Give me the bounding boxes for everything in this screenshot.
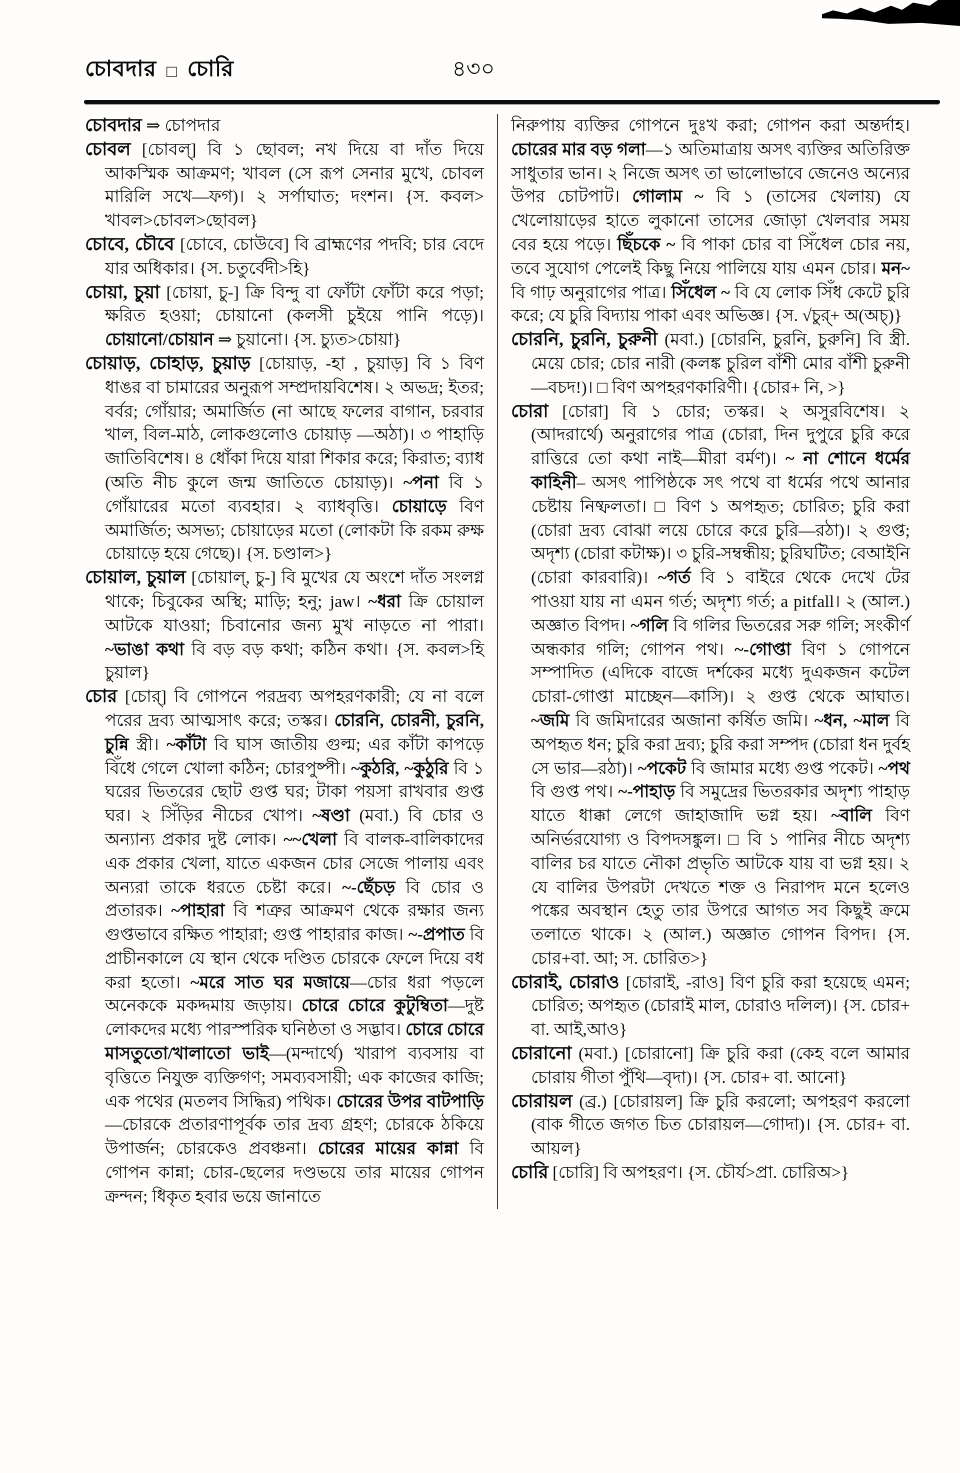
guide-separator-icon: □ [166, 62, 178, 81]
entry-body: [চোরা] বি ১ চোর; তস্কর। ২ অসুরবিশেষ। ২ (আদরার্থে) অনুরাগের পাত্র (চোরা, দিন দুপুরে চুরি করে রাত্তিরে তো কথা নাই—মীরা বর্মণ)। ~ না শোনে ধর্মের কাহিনী– অসৎ পাপিষ্ঠকে সৎ পথে বা ধর্মের পথে আনার চেষ্টায় নিষ্ফলতা। □ বিণ ১ অপহৃত; চোরিত; চুরি করা (চোরা দ্রব্য বোঝা লয়ে চোরে করে চুরি—রঠা)। ২ গুপ্ত; অদৃশ্য (চোরা কটাক্ষ)। ৩ চুরি-সম্বন্ধীয়; চুরিঘটিত; বেআইনি (চোরা কারবারি)। ~গর্ত বি ১ বাইরে থেকে দেখে টের পাওয়া যায় না এমন গর্ত; অদৃশ্য গর্ত; a pitfall। ২ (আল.) অজ্ঞাত বিপদ। ~গলি বি গলির ভিতরের সরু গলি; সংকীর্ণ অন্ধকার গলি; গোপন পথ। ~-গোপ্তা বিণ ১ গোপনে সম্পাদিত (এদিকে বাজে দর্শকের মধ্যে দুএকজন কটেল চোরা-গোপ্তা মাচ্ছেন—কাসি)। ২ গুপ্ত থেকে আঘাত। ~জমি বি জমিদারের অজানা কর্ষিত জমি। ~ধন, ~মাল বি অপহৃত ধন; চুরি করা দ্রব্য; চুরি করা সম্পদ (চোরা ধন দুর্বহ সে ভার—রঠা)। ~পকেট বি জামার মধ্যে গুপ্ত পকেট। ~পথ বি গুপ্ত পথ। ~-পাহাড় বি সমুদ্রের ভিতরকার অদৃশ্য পাহাড় যাতে ধাক্কা লেগে জাহাজাদি ভগ্ন হয়। ~বালি বিণ অনির্ভরযোগ্য ও বিপদসঙ্কুল। □ বি ১ পানির নীচে অদৃশ্য বালির চর যাতে নৌকা প্রভৃতি আটকে যায় বা ভগ্ন হয়। ২ যে বালির উপরটা দেখতে শক্ত ও নিরাপদ মনে হলেও পঙ্কের অবস্থান হেতু তার উপরে আগত সব কিছুই ক্রমে তলাতে থাকে। ২ (আল.) অজ্ঞাত গোপন বিপদ। {স. চোর+বা. আ; স. চোরিত>} [531, 401, 911, 968]
guide-word-right: চোরি [187, 56, 234, 81]
dict-entry [85, 281, 484, 352]
entry-body: (মবা.) [চোরনি, চুরনি, চুরুনি] বি স্ত্রী. মেয়ে চোর; চোর নারী (কলঙ্ক চুরিল বাঁশী মোর বাঁশী চুরুনী—বচদ!)। □ বিণ অপহরণকারিণী। {চোর+ নি, >} [531, 330, 910, 397]
entry-body: [চোরি] বি অপহরণ। {স. চৌর্য>প্রা. চোরিঅ>} [548, 1163, 850, 1183]
dict-entry [85, 566, 484, 685]
dict-entry [85, 352, 484, 566]
entry-headword: চোবল [85, 138, 131, 159]
dict-entry [511, 328, 910, 399]
entry-body: (মবা.) [চোরানো] ক্রি চুরি করা (কেহ বলে আমার চোরায় গীতা পুঁথি—বৃদা)। {স. চোর+ বা. আনো} [531, 1044, 910, 1087]
entry-headword: চোর [85, 686, 118, 707]
entry-headword: চোবদার [85, 115, 142, 135]
entry-body: (ব্র.) [চোরায়ল] ক্রি চুরি করলো; অপহরণ করলো (বাক গীতে জগত চিত চোরায়ল—গোদা)। {স. চোর+ বা. আয়ল} [531, 1091, 910, 1159]
entry-body: [চোরাই, -রাও] বিণ চুরি করা হয়েছে এমন; চোরিত; অপহৃত (চোরাই মাল, চোরাও দলিল)। {স. চোর+ বা. আই,আও} [531, 972, 910, 1040]
dictionary-columns [0, 112, 960, 1209]
dict-entry [511, 971, 910, 1042]
entry-body: [চোর্] বি গোপনে পরদ্রব্য অপহরণকারী; যে না বলে পরের দ্রব্য আত্মসাৎ করে; তস্কর। চোরনি, চোরনী, চুরনি, চুন্নি স্ত্রী। ~কাঁটা বি ঘাস জাতীয় গুল্ম; এর কাঁটা কাপড়ে বিঁধে গেলে খোলা কঠিন; চোরপুষ্পী। ~কুঠরি, ~কুঠুরি বি ১ ঘরের ভিতরের ছোট গুপ্ত ঘর; টাকা পয়সা রাখবার গুপ্ত ঘর। ২ সিঁড়ির নীচের খোপ। ~ষণ্ডা (মবা.) বি চোর ও অন্যান্য প্রকার দুষ্ট লোক। ~~খেলা বি বালক-বালিকাদের এক প্রকার খেলা, যাতে একজন চোর সেজে পালায় এবং অন্যরা তাকে ধরতে চেষ্টা করে। ~-ছেঁচড় বি চোর ও প্রতারক। ~পাহারা বি শত্রুর আক্রমণ থেকে রক্ষার জন্য গুপ্তভাবে রক্ষিত পাহারা; গুপ্ত পাহারার কাজ। ~-প্রপাত বি প্রাচীনকালে যে স্থান থেকে দণ্ডিত চোরকে ফেলে দিয়ে বধ করা হতো। ~মরে সাত ঘর মজায়ে—চোর ধরা পড়লে অনেককে মকদ্দমায় জড়ায়। চোরে চোরে কুটুম্বিতা—দুষ্ট লোকদের মধ্যে পারস্পরিক ঘনিষ্ঠতা ও সদ্ভাব। চোরে চোরে মাসতুতো/খালাতো ভাই—(মন্দার্থে) খারাপ ব্যবসায় বা বৃত্তিতে নিযুক্ত ব্যক্তিগণ; সমব্যবসায়ী; এক কাজের কাজি; এক পথের (মতলব সিদ্ধির) পথিক। চোরের উপর বাটপাড়ি—চোরকে প্রতারণাপূর্বক তার দ্রব্য গ্রহণ; চোরকে ঠকিয়ে উপার্জন; চোরকেও প্রবঞ্চনা। চোরের মায়ের কান্না বি গোপন কান্না; চোর-ছেলের দণ্ডভয়ে তার মায়ের গোপন ক্রন্দন; ধিকৃত হবার ভয়ে জানাতে [105, 687, 485, 1206]
entry-headword: চোরা [511, 400, 549, 421]
entry-headword: চোয়াল, চুয়াল [85, 567, 186, 588]
entry-headword: চোরনি, চুরনি, চুরুনী [511, 329, 658, 350]
entry-body: [চোবল্] বি ১ ছোবল; নখ দিয়ে বা দাঁত দিয়ে আকস্মিক আক্রমণ; খাবল (সে রূপ সেনার মুখে, চোবল মারিলি সখে—ফগ)। ২ সর্পাঘাত; দংশন। {স. কবল> খাবল>চোবল>ছোবল} [105, 139, 484, 231]
dict-entry [511, 400, 910, 971]
entry-headword: চোরায়ল [511, 1090, 573, 1111]
entry-body: [চোয়া, চু-] ক্রি বিন্দু বা ফোঁটা ফোঁটা করে পড়া; ক্ষরিত হওয়া; চোয়ানো (কলসী চুইয়ে পানি পড়ে)। চোয়ানো/চোয়ান ⇒ চুয়ানো। {স. চ্যুত>চোয়া} [105, 282, 484, 350]
column-right [497, 114, 910, 1209]
page-number: ৪৩০ [452, 56, 495, 81]
dict-entry [511, 1042, 910, 1090]
entry-headword: চোরাই, চোরাও [511, 971, 620, 992]
dict-entry [85, 233, 484, 281]
dict-entry [511, 1090, 910, 1161]
entry-headword: চোবে, চৌবে [85, 233, 175, 254]
entry-body: [চোয়াল্, চু-] বি মুখের যে অংশে দাঁত সংলগ্ন থাকে; চিবুকের অস্থি; মাড়ি; হনু; jaw। ~ধরা ক্রি চোয়াল আটকে যাওয়া; চিবানোর জন্য মুখ নাড়তে না পারা। ~ভাঙা কথা বি বড় বড় কথা; কঠিন কথা। {স. কবল>হি চুয়াল} [105, 568, 485, 683]
entry-headword: চোয়াড়, চোহাড়, চুয়াড় [85, 352, 251, 373]
column-left [85, 114, 497, 1209]
dict-entry [85, 138, 484, 233]
page-header [0, 0, 960, 92]
guide-words [85, 52, 905, 89]
entry-headword: চোয়া, চুয়া [85, 281, 160, 302]
entry-body: [চোয়াড়, -হা , চুয়াড়] বি ১ বিণ ধাঙর বা চামারের অনুরূপ সম্প্রদায়বিশেষ। ২ অভদ্র; ইতর; বর্বর; গোঁয়ার; অমার্জিত (না আছে ফলের বাগান, চরবার খাল, বিল-মাঠ, লোকগুলোও চোয়াড় —অঠা)। ৩ পাহাড়ি জাতিবিশেষ। ৪ ধোঁকা দিয়ে যারা শিকার করে; কিরাত; ব্যাধ (অতি নীচ কুলে জন্ম জাতিতে চোয়াড়)। ~পনা বি ১ গোঁয়ারের মতো ব্যবহার। ২ ব্যাধবৃত্তি। চোয়াড়ে বিণ অমার্জিত; অসভ্য; চোয়াড়ের মতো (লোকটা কি রকম রুক্ষ চোয়াড়ে হয়ে গেছে)। {স. চণ্ডাল>} [105, 353, 485, 564]
entry-body: ⇒ চোপদার [141, 116, 221, 135]
entry-body: নিরুপায় ব্যক্তির গোপনে দুঃখ করা; গোপন করা অন্তর্দাহ। চোরের মার বড় গলা—১ অতিমাত্রায় অসৎ ব্যক্তির অতিরিক্ত সাধুতার ভান। ২ নিজে অসৎ তা ভালোভাবে জেনেও অন্যের উপর চোটপাট। গোলাম ~ বি ১ (তাসের খেলায়) যে খেলোয়াড়ের হাতে লুকানো তাসের জোড়া খেলবার সময় বের হয়ে পড়ে। ছিঁচকে ~ বি পাকা চোর বা সিঁধেল চোর নয়, তবে সুযোগ পেলেই কিছু নিয়ে পালিয়ে যায় এমন চোর। মন~ বি গাঢ় অনুরাগের পাত্র। সিঁধেল ~ বি যে লোক সিঁধ কেটে চুরি করে; যে চুরি বিদ্যায় পাকা এবং অভিজ্ঞ। {স. √চুর্+ অ(অচ্)} [511, 116, 911, 326]
dict-entry [85, 685, 484, 1209]
entry-body: [চোবে, চোউবে] বি ব্রাহ্মণের পদবি; চার বেদে যার অধিকার। {স. চতুর্বেদী>হি} [105, 234, 485, 278]
guide-word-left: চোবদার [85, 56, 157, 81]
entry-headword: চোরানো [511, 1043, 572, 1064]
dict-entry-continuation [511, 114, 910, 328]
dict-entry [511, 1161, 910, 1185]
entry-headword: চোরি [511, 1162, 549, 1183]
header-rule [84, 100, 940, 104]
dict-entry [85, 114, 484, 138]
